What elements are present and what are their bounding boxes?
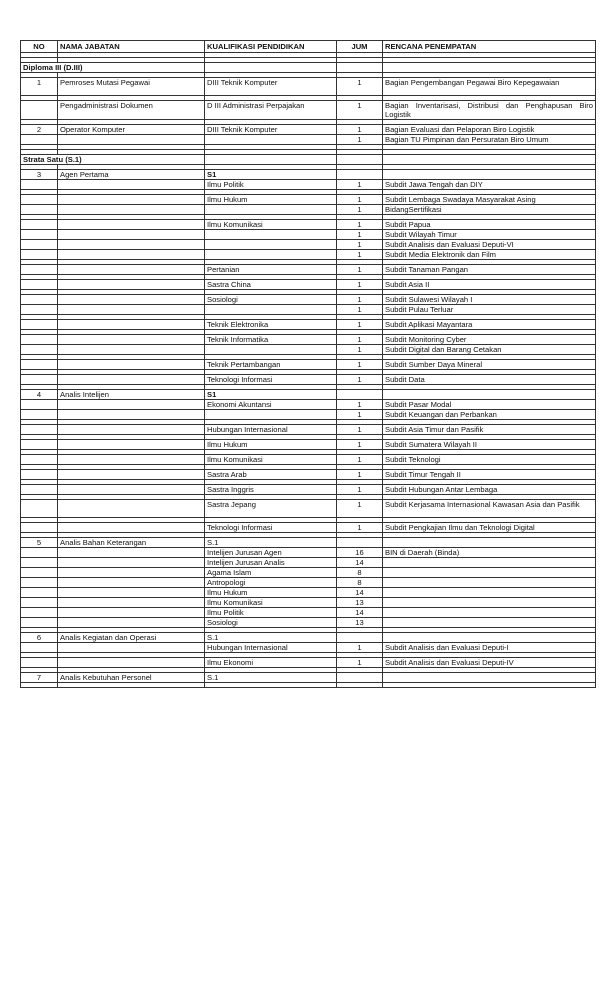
cell-kualifikasi: Ilmu Komunikasi [205, 220, 337, 230]
header-no: NO [21, 41, 58, 53]
cell-jum: 1 [337, 101, 383, 120]
section-label: Strata Satu (S.1) [21, 155, 205, 165]
cell-rencana: Subdit Analisis dan Evaluasi Deputi-I [383, 643, 596, 653]
cell-no [21, 548, 58, 558]
cell-no [21, 578, 58, 588]
cell-kualifikasi: Hubungan Internasional [205, 643, 337, 653]
cell-kualifikasi: Teknologi Informasi [205, 375, 337, 385]
table-row [21, 230, 596, 240]
cell-kualifikasi [205, 205, 337, 215]
cell-jum: 1 [337, 440, 383, 450]
cell-nama-jabatan [58, 523, 205, 533]
header-kualifikasi: KUALIFIKASI PENDIDIKAN [205, 41, 337, 53]
cell-kualifikasi: Hubungan Internasional [205, 425, 337, 435]
table-row [21, 643, 596, 653]
cell-nama-jabatan [58, 455, 205, 465]
cell-no [21, 295, 58, 305]
cell-jum: 1 [337, 250, 383, 260]
table-row [21, 425, 596, 435]
table-row [21, 588, 596, 598]
table-row [21, 618, 596, 628]
cell-kualifikasi: Teknologi Informasi [205, 523, 337, 533]
table-row [21, 558, 596, 568]
cell-rencana: Subdit Media Elektronik dan Film [383, 250, 596, 260]
cell-kualifikasi [205, 305, 337, 315]
cell-jum: 13 [337, 598, 383, 608]
cell-rencana: Subdit Tanaman Pangan [383, 265, 596, 275]
cell-rencana [383, 170, 596, 180]
cell-rencana: Subdit Sumber Daya Mineral [383, 360, 596, 370]
cell-nama-jabatan: Agen Pertama [58, 170, 205, 180]
cell-nama-jabatan: Analis Intelijen [58, 390, 205, 400]
cell-jum: 1 [337, 125, 383, 135]
table-row [21, 170, 596, 180]
cell-nama-jabatan [58, 265, 205, 275]
cell-nama-jabatan [58, 180, 205, 190]
cell-kualifikasi: S.1 [205, 673, 337, 683]
table-row [21, 400, 596, 410]
job-placement-table [20, 40, 596, 688]
cell-no [21, 375, 58, 385]
cell-jum: 1 [337, 485, 383, 495]
cell-jum [337, 683, 383, 688]
cell-nama-jabatan: Pengadministrasi Dokumen [58, 101, 205, 120]
cell-nama-jabatan [58, 500, 205, 518]
table-row [21, 240, 596, 250]
cell-no [21, 265, 58, 275]
cell-jum: 13 [337, 618, 383, 628]
cell-rencana: Subdit Papua [383, 220, 596, 230]
document-page [20, 40, 595, 688]
cell-rencana [383, 683, 596, 688]
cell-no [21, 598, 58, 608]
cell-rencana: BIN di Daerah (Binda) [383, 548, 596, 558]
cell-no [21, 101, 58, 120]
cell-rencana: Bagian Inventarisasi, Distribusi dan Penghapusan Biro Logistik [383, 101, 596, 120]
cell-no [21, 250, 58, 260]
cell-kualifikasi: Sastra Jepang [205, 500, 337, 518]
cell-kualifikasi: Sosiologi [205, 618, 337, 628]
table-row [21, 538, 596, 548]
table-row [21, 335, 596, 345]
table-row [21, 500, 596, 518]
section-row [21, 155, 596, 165]
cell-rencana: Subdit Aplikasi Mayantara [383, 320, 596, 330]
cell-nama-jabatan: Analis Kebutuhan Personel [58, 673, 205, 683]
cell-jum: 1 [337, 240, 383, 250]
cell-nama-jabatan [58, 643, 205, 653]
cell-kualifikasi: D III Administrasi Perpajakan [205, 101, 337, 120]
cell-jum: 8 [337, 568, 383, 578]
cell-kualifikasi [205, 240, 337, 250]
table-row [21, 265, 596, 275]
cell-no: 5 [21, 538, 58, 548]
cell-nama-jabatan [58, 320, 205, 330]
cell-rencana: Subdit Digital dan Barang Cetakan [383, 345, 596, 355]
cell-no [21, 683, 58, 688]
cell-no [21, 205, 58, 215]
cell-kualifikasi [205, 345, 337, 355]
table-row [21, 608, 596, 618]
cell-jum: 1 [337, 658, 383, 668]
cell-no [21, 470, 58, 480]
table-body [21, 53, 596, 688]
cell-no [21, 345, 58, 355]
cell-rencana: Subdit Sumatera Wilayah II [383, 440, 596, 450]
section-label: Diploma III (D.III) [21, 63, 205, 73]
table-row [21, 455, 596, 465]
cell-rencana: Subdit Pengkajian Ilmu dan Teknologi Digital [383, 523, 596, 533]
cell-jum: 1 [337, 523, 383, 533]
cell-rencana: Bagian TU Pimpinan dan Persuratan Biro Umum [383, 135, 596, 145]
cell-kualifikasi: S.1 [205, 538, 337, 548]
table-row [21, 295, 596, 305]
cell-kualifikasi: Sastra Inggris [205, 485, 337, 495]
cell-nama-jabatan [58, 578, 205, 588]
cell-nama-jabatan [58, 195, 205, 205]
cell-kualifikasi: Ilmu Hukum [205, 195, 337, 205]
cell-nama-jabatan [58, 335, 205, 345]
cell-no [21, 305, 58, 315]
cell-nama-jabatan [58, 485, 205, 495]
table-row [21, 320, 596, 330]
cell-nama-jabatan [58, 558, 205, 568]
cell-no [21, 240, 58, 250]
cell-no [21, 523, 58, 533]
cell-kualifikasi [205, 250, 337, 260]
cell-no [21, 455, 58, 465]
cell-kualifikasi [205, 683, 337, 688]
table-row [21, 598, 596, 608]
cell-rencana: Subdit Analisis dan Evaluasi Deputi-VI [383, 240, 596, 250]
header-rencana: RENCANA PENEMPATAN [383, 41, 596, 53]
cell-jum [337, 390, 383, 400]
cell-no [21, 360, 58, 370]
empty-cell [205, 155, 337, 165]
cell-kualifikasi: Sosiologi [205, 295, 337, 305]
cell-jum: 1 [337, 400, 383, 410]
table-row [21, 578, 596, 588]
table-row [21, 410, 596, 420]
cell-kualifikasi: Teknik Elektronika [205, 320, 337, 330]
cell-rencana: Subdit Jawa Tengah dan DIY [383, 180, 596, 190]
empty-cell [337, 155, 383, 165]
table-row [21, 375, 596, 385]
cell-no [21, 588, 58, 598]
cell-rencana: Subdit Hubungan Antar Lembaga [383, 485, 596, 495]
cell-rencana: Subdit Pasar Modal [383, 400, 596, 410]
cell-rencana: BidangSertifikasi [383, 205, 596, 215]
cell-rencana [383, 598, 596, 608]
cell-kualifikasi: Ilmu Komunikasi [205, 455, 337, 465]
cell-no: 4 [21, 390, 58, 400]
table-row [21, 548, 596, 558]
cell-rencana [383, 633, 596, 643]
cell-rencana: Bagian Evaluasi dan Pelaporan Biro Logistik [383, 125, 596, 135]
cell-nama-jabatan [58, 598, 205, 608]
cell-rencana [383, 568, 596, 578]
cell-no [21, 280, 58, 290]
table-row [21, 470, 596, 480]
cell-jum [337, 538, 383, 548]
cell-nama-jabatan [58, 375, 205, 385]
cell-no [21, 180, 58, 190]
table-row [21, 633, 596, 643]
cell-nama-jabatan [58, 568, 205, 578]
cell-rencana: Subdit Timur Tengah II [383, 470, 596, 480]
cell-nama-jabatan [58, 588, 205, 598]
cell-jum: 8 [337, 578, 383, 588]
cell-rencana: Subdit Wilayah Timur [383, 230, 596, 240]
cell-kualifikasi: S.1 [205, 633, 337, 643]
cell-kualifikasi: DIII Teknik Komputer [205, 125, 337, 135]
cell-kualifikasi: Pertanian [205, 265, 337, 275]
cell-jum: 1 [337, 195, 383, 205]
cell-rencana [383, 558, 596, 568]
cell-kualifikasi: Ilmu Politik [205, 180, 337, 190]
cell-kualifikasi: Ilmu Ekonomi [205, 658, 337, 668]
table-row [21, 305, 596, 315]
header-jum: JUM [337, 41, 383, 53]
cell-no [21, 230, 58, 240]
cell-rencana: Subdit Pulau Terluar [383, 305, 596, 315]
table-row [21, 180, 596, 190]
cell-jum: 1 [337, 230, 383, 240]
cell-no: 6 [21, 633, 58, 643]
cell-no: 7 [21, 673, 58, 683]
table-row [21, 205, 596, 215]
cell-nama-jabatan [58, 280, 205, 290]
table-row [21, 523, 596, 533]
table-row [21, 135, 596, 145]
cell-jum: 1 [337, 470, 383, 480]
cell-no [21, 410, 58, 420]
cell-no [21, 195, 58, 205]
cell-kualifikasi: Antropologi [205, 578, 337, 588]
empty-cell [337, 63, 383, 73]
cell-rencana [383, 618, 596, 628]
cell-kualifikasi: Agama Islam [205, 568, 337, 578]
cell-no [21, 658, 58, 668]
cell-jum: 14 [337, 558, 383, 568]
cell-nama-jabatan [58, 410, 205, 420]
cell-jum: 1 [337, 425, 383, 435]
cell-kualifikasi: S1 [205, 170, 337, 180]
cell-jum: 16 [337, 548, 383, 558]
cell-no [21, 135, 58, 145]
table-row [21, 195, 596, 205]
cell-jum: 14 [337, 608, 383, 618]
cell-nama-jabatan [58, 345, 205, 355]
table-header-row [21, 41, 596, 53]
cell-jum: 1 [337, 455, 383, 465]
cell-nama-jabatan [58, 295, 205, 305]
cell-nama-jabatan [58, 250, 205, 260]
cell-rencana [383, 538, 596, 548]
cell-no [21, 400, 58, 410]
cell-nama-jabatan [58, 205, 205, 215]
cell-rencana: Subdit Teknologi [383, 455, 596, 465]
table-row [21, 78, 596, 96]
empty-cell [383, 155, 596, 165]
cell-jum: 1 [337, 205, 383, 215]
header-nama-jabatan: NAMA JABATAN [58, 41, 205, 53]
cell-no [21, 500, 58, 518]
cell-jum [337, 633, 383, 643]
table-row [21, 125, 596, 135]
table-row [21, 658, 596, 668]
cell-kualifikasi: Teknik Pertambangan [205, 360, 337, 370]
cell-no: 2 [21, 125, 58, 135]
cell-jum: 1 [337, 265, 383, 275]
cell-jum: 1 [337, 375, 383, 385]
table-row [21, 568, 596, 578]
cell-jum: 14 [337, 588, 383, 598]
cell-kualifikasi: Intelijen Jurusan Analis [205, 558, 337, 568]
cell-rencana: Subdit Analisis dan Evaluasi Deputi-IV [383, 658, 596, 668]
table-row [21, 250, 596, 260]
cell-kualifikasi: Ilmu Politik [205, 608, 337, 618]
cell-rencana: Subdit Asia Timur dan Pasifik [383, 425, 596, 435]
table-row [21, 101, 596, 120]
cell-no [21, 220, 58, 230]
cell-jum: 1 [337, 78, 383, 96]
cell-nama-jabatan [58, 683, 205, 688]
cell-nama-jabatan [58, 220, 205, 230]
cell-kualifikasi: Ilmu Hukum [205, 440, 337, 450]
cell-no [21, 568, 58, 578]
cell-no [21, 485, 58, 495]
section-row [21, 63, 596, 73]
cell-kualifikasi [205, 135, 337, 145]
table-row [21, 220, 596, 230]
cell-no [21, 558, 58, 568]
cell-rencana [383, 673, 596, 683]
cell-nama-jabatan: Operator Komputer [58, 125, 205, 135]
cell-no [21, 440, 58, 450]
cell-jum: 1 [337, 220, 383, 230]
cell-nama-jabatan [58, 425, 205, 435]
cell-nama-jabatan [58, 608, 205, 618]
cell-jum: 1 [337, 295, 383, 305]
cell-rencana [383, 608, 596, 618]
cell-nama-jabatan [58, 135, 205, 145]
cell-nama-jabatan [58, 240, 205, 250]
cell-jum: 1 [337, 643, 383, 653]
table-row [21, 345, 596, 355]
cell-kualifikasi: Sastra Arab [205, 470, 337, 480]
cell-jum: 1 [337, 335, 383, 345]
cell-jum: 1 [337, 320, 383, 330]
cell-rencana: Subdit Keuangan dan Perbankan [383, 410, 596, 420]
cell-jum: 1 [337, 305, 383, 315]
cell-nama-jabatan [58, 470, 205, 480]
cell-rencana [383, 390, 596, 400]
cell-jum: 1 [337, 410, 383, 420]
cell-no [21, 618, 58, 628]
table-row [21, 280, 596, 290]
table-row [21, 440, 596, 450]
cell-nama-jabatan: Analis Bahan Keterangan [58, 538, 205, 548]
cell-kualifikasi: Intelijen Jurusan Agen [205, 548, 337, 558]
cell-rencana: Subdit Data [383, 375, 596, 385]
table-row [21, 390, 596, 400]
cell-rencana: Subdit Kerjasama Internasional Kawasan Asia dan Pasifik [383, 500, 596, 518]
cell-nama-jabatan [58, 618, 205, 628]
cell-jum: 1 [337, 180, 383, 190]
cell-kualifikasi [205, 230, 337, 240]
cell-rencana: Subdit Monitoring Cyber [383, 335, 596, 345]
cell-no [21, 643, 58, 653]
cell-jum: 1 [337, 345, 383, 355]
cell-rencana: Subdit Sulawesi Wilayah I [383, 295, 596, 305]
cell-nama-jabatan [58, 658, 205, 668]
cell-rencana: Subdit Asia II [383, 280, 596, 290]
cell-kualifikasi: Ilmu Komunikasi [205, 598, 337, 608]
cell-no: 3 [21, 170, 58, 180]
cell-nama-jabatan [58, 548, 205, 558]
cell-rencana [383, 578, 596, 588]
cell-kualifikasi: Sastra China [205, 280, 337, 290]
cell-jum: 1 [337, 280, 383, 290]
cell-nama-jabatan [58, 400, 205, 410]
cell-nama-jabatan [58, 360, 205, 370]
cell-kualifikasi: S1 [205, 390, 337, 400]
cell-rencana [383, 588, 596, 598]
cell-no [21, 335, 58, 345]
cell-nama-jabatan [58, 305, 205, 315]
spacer-row [21, 683, 596, 688]
cell-jum: 1 [337, 135, 383, 145]
table-row [21, 360, 596, 370]
cell-nama-jabatan: Analis Kegiatan dan Operasi [58, 633, 205, 643]
cell-jum [337, 673, 383, 683]
cell-no [21, 320, 58, 330]
empty-cell [205, 63, 337, 73]
empty-cell [383, 63, 596, 73]
cell-kualifikasi: DIII Teknik Komputer [205, 78, 337, 96]
cell-kualifikasi: Ilmu Hukum [205, 588, 337, 598]
cell-no: 1 [21, 78, 58, 96]
cell-nama-jabatan: Pemroses Mutasi Pegawai [58, 78, 205, 96]
cell-kualifikasi: Ekonomi Akuntansi [205, 400, 337, 410]
cell-rencana: Subdit Lembaga Swadaya Masyarakat Asing [383, 195, 596, 205]
cell-jum: 1 [337, 360, 383, 370]
cell-nama-jabatan [58, 230, 205, 240]
cell-no [21, 608, 58, 618]
table-row [21, 673, 596, 683]
cell-no [21, 425, 58, 435]
cell-kualifikasi: Teknik Informatika [205, 335, 337, 345]
cell-jum [337, 170, 383, 180]
cell-nama-jabatan [58, 440, 205, 450]
cell-rencana: Bagian Pengembangan Pegawai Biro Kepegawaian [383, 78, 596, 96]
cell-kualifikasi [205, 410, 337, 420]
cell-jum: 1 [337, 500, 383, 518]
table-row [21, 485, 596, 495]
